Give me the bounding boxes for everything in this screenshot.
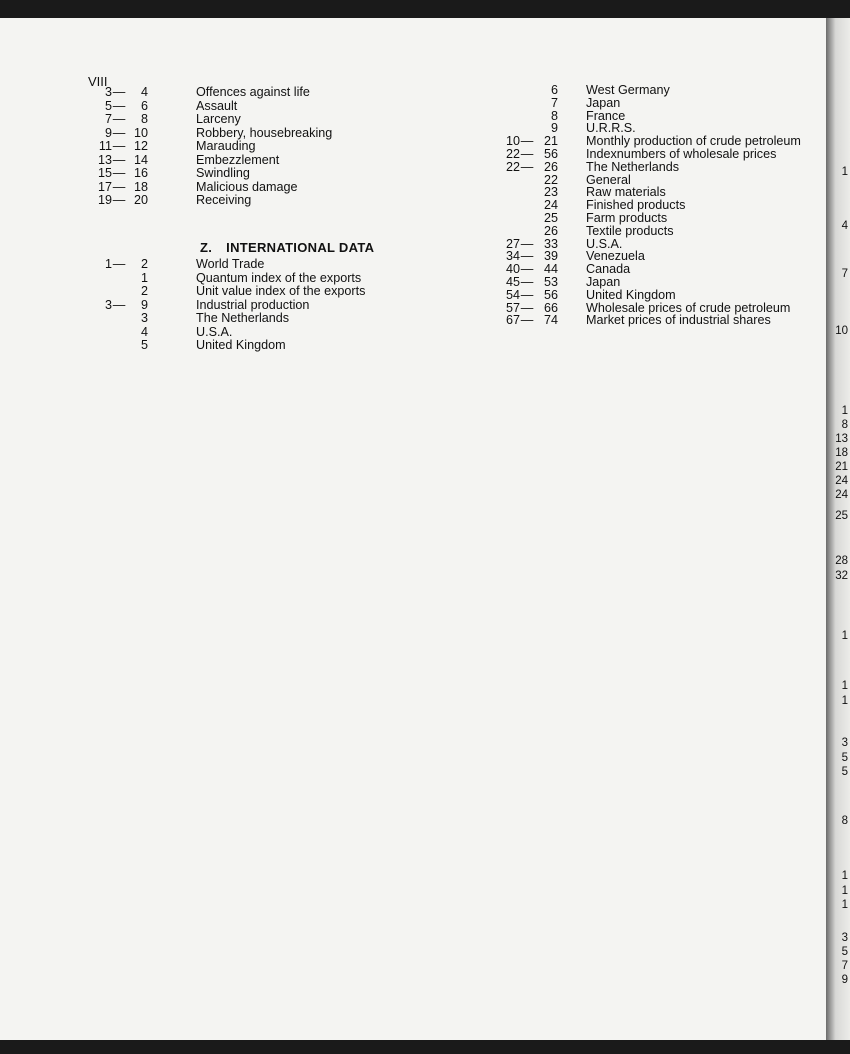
range-dash: —	[520, 287, 534, 302]
item-label: Industrial production	[196, 297, 310, 312]
range-dash	[112, 339, 126, 353]
range-start: 11	[98, 139, 112, 153]
range-dash	[112, 312, 126, 326]
range-end: 7	[550, 95, 558, 110]
range-end: 5	[140, 338, 148, 352]
range-start: 15	[97, 166, 112, 180]
range-dash: —	[520, 146, 534, 161]
range-start	[82, 312, 112, 326]
range-dash	[112, 285, 126, 299]
margin-number: 10	[835, 325, 848, 337]
list-item	[480, 314, 801, 327]
list-item	[480, 148, 801, 161]
range-dash: —	[112, 139, 126, 153]
item-label: Robbery, housebreaking	[196, 125, 333, 140]
range-dash: —	[112, 166, 126, 180]
margin-number: 28	[835, 555, 848, 567]
margin-number: 5	[841, 752, 848, 764]
item-label: Raw materials	[586, 185, 666, 200]
range-end: 10	[133, 125, 148, 140]
item-label: Wholesale prices of crude petroleum	[586, 300, 791, 315]
range-start	[82, 285, 112, 299]
list-item	[82, 258, 365, 272]
item-label: Embezzlement	[196, 152, 280, 167]
range-end: 6	[140, 98, 148, 113]
list-item	[82, 167, 332, 181]
list-item	[480, 97, 801, 110]
range-start	[480, 212, 520, 225]
item-label: France	[586, 108, 626, 123]
range-end: 3	[140, 311, 148, 325]
item-label: Monthly production of crude petroleum	[586, 134, 801, 149]
range-end: 33	[543, 236, 558, 251]
range-dash: —	[112, 193, 126, 207]
range-start: 5	[104, 98, 112, 113]
range-end: 14	[133, 152, 148, 167]
range-start: 54	[505, 287, 520, 302]
range-end: 56	[543, 146, 558, 161]
margin-number: 7	[841, 960, 848, 972]
item-label: Market prices of industrial shares	[586, 313, 771, 328]
list-item	[82, 285, 365, 299]
list-item	[82, 312, 365, 326]
list-item	[82, 272, 365, 286]
item-label: Larceny	[196, 112, 241, 126]
list-item	[82, 140, 332, 154]
item-label: Textile products	[586, 223, 674, 238]
range-dash	[520, 199, 534, 212]
range-dash: —	[520, 134, 534, 149]
list-item	[82, 339, 365, 353]
range-start: 9	[104, 125, 112, 140]
range-start: 7	[104, 112, 112, 126]
margin-number: 4	[841, 220, 848, 232]
range-end: 16	[133, 166, 148, 180]
range-dash	[520, 84, 534, 97]
range-dash: —	[520, 159, 534, 174]
range-dash: —	[112, 98, 126, 113]
item-label: Offences against life	[196, 85, 310, 99]
item-label: U.S.A.	[196, 324, 233, 339]
range-start: 22	[505, 159, 520, 174]
list-item	[480, 110, 801, 123]
range-end: 9	[550, 121, 558, 136]
range-start	[480, 84, 520, 97]
margin-number: 1	[841, 899, 848, 911]
range-start: 10	[505, 134, 520, 149]
range-start	[480, 110, 520, 123]
range-dash: —	[520, 236, 534, 251]
item-label: World Trade	[196, 257, 265, 271]
range-dash: —	[112, 297, 126, 312]
list-item	[82, 100, 332, 114]
range-start: 13	[97, 152, 112, 167]
margin-number: 1	[841, 166, 848, 178]
margin-number: 25	[835, 510, 848, 522]
range-end: 26	[543, 159, 558, 174]
range-end: 4	[140, 324, 148, 339]
item-label: Swindling	[196, 166, 250, 180]
list-item	[82, 86, 332, 100]
margin-number: 24	[835, 489, 848, 501]
range-end: 26	[543, 223, 558, 238]
range-dash: —	[520, 313, 534, 328]
list-item	[480, 289, 801, 302]
range-start	[480, 199, 520, 212]
item-label: Indexnumbers of wholesale prices	[586, 146, 777, 161]
item-label: Quantum index of the exports	[196, 270, 362, 285]
list-item	[82, 113, 332, 127]
list-item	[480, 225, 801, 238]
margin-number: 8	[841, 419, 848, 431]
range-end: 4	[140, 85, 148, 99]
margin-number: 32	[835, 570, 848, 582]
range-dash	[520, 110, 534, 123]
item-label: United Kingdom	[586, 287, 676, 302]
range-dash: —	[112, 257, 126, 271]
list-item	[480, 161, 801, 174]
range-dash	[520, 186, 534, 199]
range-end: 24	[543, 198, 558, 213]
margin-number: 1	[841, 870, 848, 882]
margin-number: 1	[841, 695, 848, 707]
item-label: Farm products	[586, 210, 668, 225]
crime-index-list	[82, 86, 332, 208]
margin-number: 1	[841, 885, 848, 897]
range-start: 17	[97, 179, 112, 194]
range-start: 57	[505, 300, 520, 315]
page-number: VIII	[88, 74, 108, 89]
range-dash: —	[112, 85, 126, 99]
margin-number: 8	[841, 815, 848, 827]
range-start	[480, 186, 520, 199]
range-start: 45	[505, 274, 520, 289]
margin-number: 24	[835, 475, 848, 487]
range-start: 40	[505, 262, 520, 277]
section-letter: Z.	[200, 240, 213, 255]
range-end: 12	[133, 139, 148, 153]
range-dash	[112, 272, 126, 286]
list-item	[480, 84, 801, 97]
range-start	[82, 326, 112, 340]
range-end: 8	[140, 112, 148, 126]
range-end: 21	[543, 134, 558, 149]
margin-number: 3	[841, 737, 848, 749]
range-end: 53	[543, 274, 558, 289]
range-dash: —	[112, 152, 126, 167]
range-start: 67	[505, 313, 520, 328]
range-dash: —	[112, 112, 126, 126]
range-end: 66	[543, 300, 558, 315]
item-label: Japan	[586, 95, 621, 110]
range-dash: —	[112, 125, 126, 140]
range-dash	[520, 212, 534, 225]
range-start: 3	[104, 297, 112, 312]
range-dash	[112, 326, 126, 340]
range-start: 3	[104, 85, 112, 99]
item-label: Canada	[586, 262, 631, 277]
range-end: 39	[543, 249, 558, 264]
range-dash: —	[520, 249, 534, 264]
range-dash: —	[520, 300, 534, 315]
range-end: 44	[543, 262, 558, 277]
range-start: 27	[505, 236, 520, 251]
range-end: 74	[543, 313, 558, 328]
item-label: Unit value index of the exports	[196, 284, 366, 298]
range-end: 23	[543, 185, 558, 200]
range-start	[480, 97, 520, 110]
international-data-list-continued	[480, 84, 801, 327]
margin-number: 3	[841, 932, 848, 944]
range-dash	[520, 225, 534, 238]
range-dash: —	[520, 262, 534, 277]
document-page	[0, 18, 826, 1040]
margin-number: 7	[841, 268, 848, 280]
range-dash	[520, 97, 534, 110]
margin-number: 5	[841, 766, 848, 778]
range-end: 18	[133, 179, 148, 194]
range-start: 19	[97, 193, 112, 207]
range-end: 1	[140, 270, 148, 285]
list-item	[82, 299, 365, 313]
range-start: 34	[505, 249, 520, 264]
margin-number: 1	[841, 680, 848, 692]
section-title: INTERNATIONAL DATA	[226, 240, 375, 255]
list-item	[82, 181, 332, 195]
item-label: Japan	[586, 274, 621, 289]
list-item	[480, 276, 801, 289]
item-label: Assault	[196, 98, 238, 113]
range-start	[82, 272, 112, 286]
range-end: 6	[550, 83, 558, 97]
range-dash: —	[520, 274, 534, 289]
margin-number: 5	[841, 946, 848, 958]
item-label: U.R.R.S.	[586, 121, 636, 136]
margin-number: 18	[835, 447, 848, 459]
international-data-list	[82, 258, 365, 353]
range-dash	[520, 174, 534, 187]
range-dash: —	[112, 179, 126, 194]
margin-number: 13	[835, 433, 848, 445]
item-label: West Germany	[586, 83, 670, 97]
range-start: 1	[104, 257, 112, 271]
list-item	[82, 154, 332, 168]
item-label: The Netherlands	[196, 311, 290, 325]
item-label: Malicious damage	[196, 179, 298, 194]
list-item	[82, 194, 332, 208]
margin-number: 9	[841, 974, 848, 986]
range-end: 8	[550, 108, 558, 123]
next-page-edge	[826, 18, 850, 1040]
list-item	[82, 127, 332, 141]
range-end: 22	[543, 172, 558, 187]
range-end: 2	[140, 284, 148, 298]
range-end: 56	[543, 287, 558, 302]
item-label: Finished products	[586, 198, 686, 213]
margin-number: 21	[835, 461, 848, 473]
range-end: 9	[140, 297, 148, 312]
range-end: 25	[543, 210, 558, 225]
margin-number: 1	[841, 630, 848, 642]
range-start	[480, 174, 520, 187]
item-label: General	[586, 172, 631, 187]
section-heading	[200, 240, 388, 255]
item-label: Marauding	[196, 139, 256, 153]
item-label: United Kingdom	[196, 338, 286, 352]
list-item	[82, 326, 365, 340]
range-start	[82, 339, 112, 353]
range-start	[480, 225, 520, 238]
item-label: The Netherlands	[586, 159, 680, 174]
item-label: U.S.A.	[586, 236, 623, 251]
margin-number: 1	[841, 405, 848, 417]
item-label: Venezuela	[586, 249, 645, 264]
item-label: Receiving	[196, 193, 252, 207]
range-start: 22	[505, 146, 520, 161]
range-end: 2	[140, 257, 148, 271]
list-item	[480, 212, 801, 225]
range-end: 20	[133, 193, 148, 207]
